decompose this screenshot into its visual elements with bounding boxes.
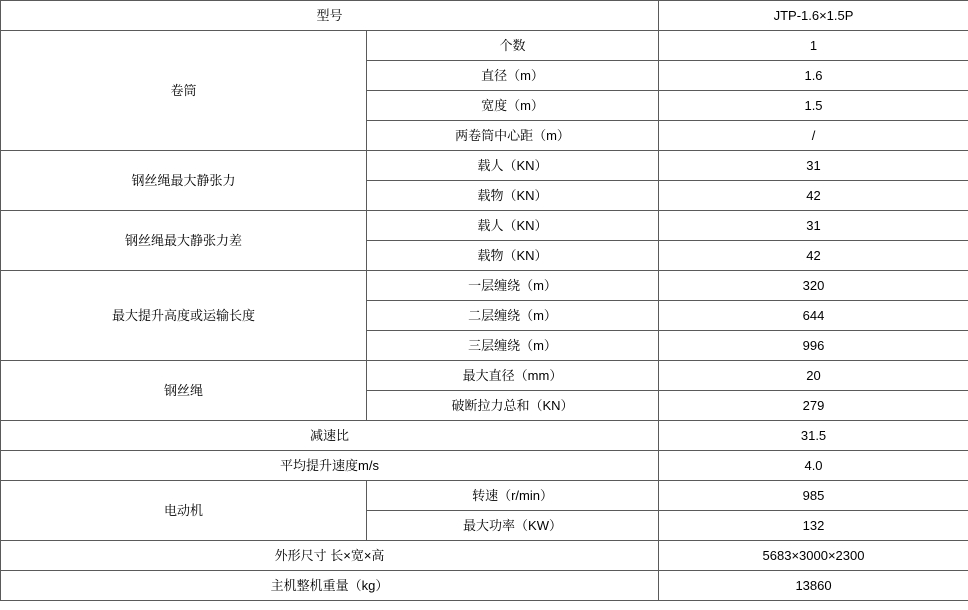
category-wire-rope: 钢丝绳 xyxy=(1,361,367,421)
param-label: 直径（m） xyxy=(367,61,659,91)
param-value: 31 xyxy=(659,151,968,181)
dimensions-value: 5683×3000×2300 xyxy=(659,541,968,571)
table-row-reduction-ratio xyxy=(1,421,968,451)
table-row-average-speed xyxy=(1,451,968,481)
param-label: 一层缠绕（m） xyxy=(367,271,659,301)
category-drum: 卷筒 xyxy=(1,31,367,151)
param-value: 42 xyxy=(659,241,968,271)
param-value: 279 xyxy=(659,391,968,421)
average-speed-label: 平均提升速度m/s xyxy=(1,451,659,481)
table-row xyxy=(1,211,968,241)
param-label: 个数 xyxy=(367,31,659,61)
reduction-ratio-label: 减速比 xyxy=(1,421,659,451)
param-value: 31 xyxy=(659,211,968,241)
param-label: 载物（KN） xyxy=(367,241,659,271)
param-value: 20 xyxy=(659,361,968,391)
table-row-weight xyxy=(1,571,968,601)
param-label: 宽度（m） xyxy=(367,91,659,121)
param-label: 最大直径（mm） xyxy=(367,361,659,391)
table-body xyxy=(1,1,968,601)
param-label: 最大功率（KW） xyxy=(367,511,659,541)
param-label: 载物（KN） xyxy=(367,181,659,211)
param-value: 644 xyxy=(659,301,968,331)
param-value: 1 xyxy=(659,31,968,61)
param-label: 转速（r/min） xyxy=(367,481,659,511)
model-value: JTP-1.6×1.5P xyxy=(659,1,968,31)
table-row xyxy=(1,151,968,181)
dimensions-label: 外形尺寸 长×宽×高 xyxy=(1,541,659,571)
table-row xyxy=(1,271,968,301)
param-value: 985 xyxy=(659,481,968,511)
reduction-ratio-value: 31.5 xyxy=(659,421,968,451)
average-speed-value: 4.0 xyxy=(659,451,968,481)
param-value: 132 xyxy=(659,511,968,541)
model-label: 型号 xyxy=(1,1,659,31)
param-value: 320 xyxy=(659,271,968,301)
table-row-dimensions xyxy=(1,541,968,571)
category-max-static-tension: 钢丝绳最大静张力 xyxy=(1,151,367,211)
param-value: 42 xyxy=(659,181,968,211)
param-label: 载人（KN） xyxy=(367,151,659,181)
category-motor: 电动机 xyxy=(1,481,367,541)
param-value: 1.5 xyxy=(659,91,968,121)
param-label: 两卷筒中心距（m） xyxy=(367,121,659,151)
param-label: 三层缠绕（m） xyxy=(367,331,659,361)
category-max-static-tension-difference: 钢丝绳最大静张力差 xyxy=(1,211,367,271)
param-value: 1.6 xyxy=(659,61,968,91)
category-max-lifting-height: 最大提升高度或运输长度 xyxy=(1,271,367,361)
param-label: 破断拉力总和（KN） xyxy=(367,391,659,421)
table-row xyxy=(1,361,968,391)
table-row-model xyxy=(1,1,968,31)
param-value: 996 xyxy=(659,331,968,361)
param-label: 二层缠绕（m） xyxy=(367,301,659,331)
table-row xyxy=(1,31,968,61)
table-row xyxy=(1,481,968,511)
param-value: / xyxy=(659,121,968,151)
weight-value: 13860 xyxy=(659,571,968,601)
weight-label: 主机整机重量（kg） xyxy=(1,571,659,601)
param-label: 载人（KN） xyxy=(367,211,659,241)
